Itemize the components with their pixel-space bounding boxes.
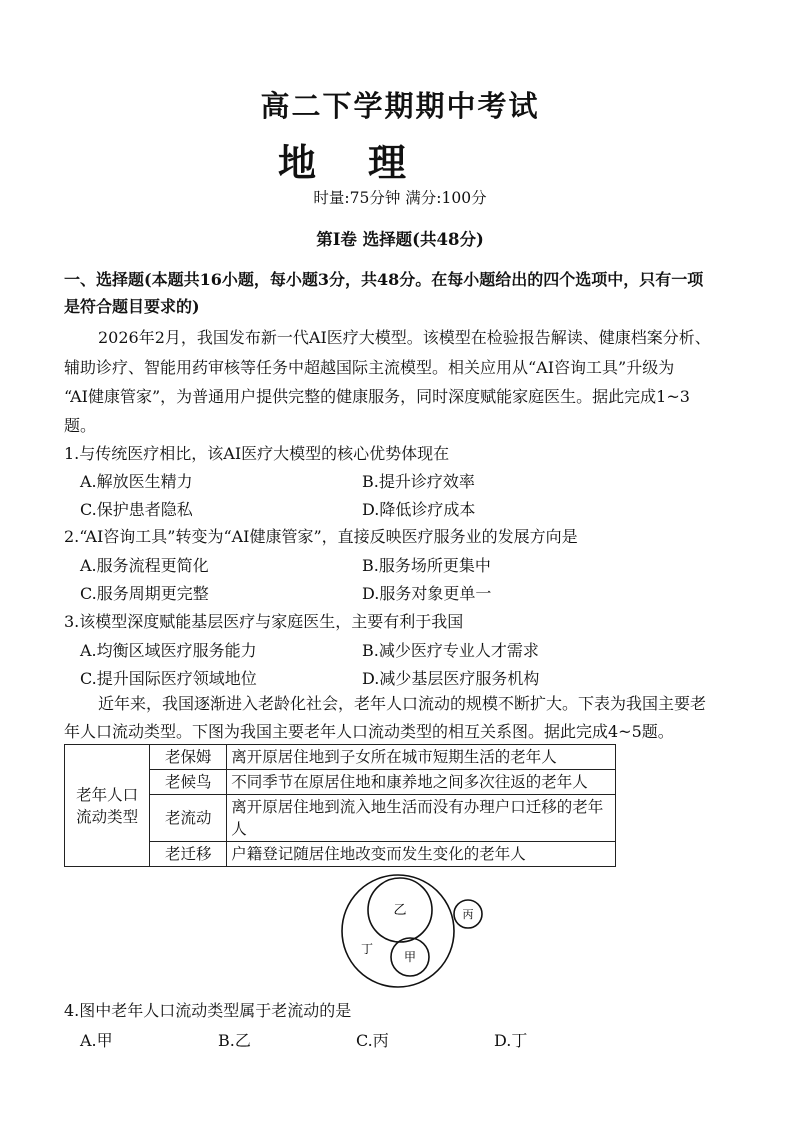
question-3-option-c[interactable]: C.提升国际医疗领域地位 [80, 669, 257, 688]
question-3-option-a[interactable]: A.均衡区域医疗服务能力 [80, 641, 257, 660]
passage2-line: 近年来，我国逐渐进入老龄化社会，老年人口流动的规模不断扩大。下表为我国主要老 [98, 694, 707, 713]
table-desc-cell: 户籍登记随居住地改变而发生变化的老年人 [227, 842, 616, 867]
passage2-line: 年人口流动类型。下图为我国主要老年人口流动类型的相互关系图。据此完成4~5题。 [64, 722, 674, 741]
table-type-cell: 老候鸟 [150, 770, 227, 795]
exam-meta: 时量:75分钟 满分:100分 [313, 189, 487, 207]
circle-ding [342, 875, 454, 987]
question-1-stem: 1.与传统医疗相比，该AI医疗大模型的核心优势体现在 [64, 444, 450, 463]
label-ding: 丁 [360, 942, 374, 956]
table-desc-cell: 离开原居住地到子女所在城市短期生活的老年人 [227, 745, 616, 770]
table-category-line: 老年人口 [76, 785, 139, 804]
question-4-stem: 4.图中老年人口流动类型属于老流动的是 [64, 1001, 352, 1020]
question-1-option-a[interactable]: A.解放医生精力 [80, 472, 193, 491]
table-desc-cell: 不同季节在原居住地和康养地之间多次往返的老年人 [227, 770, 616, 795]
passage1-line: “AI健康管家”，为普通用户提供完整的健康服务，同时深度赋能家庭医生。据此完成1~3 [64, 387, 690, 406]
subject-title: 地理 [278, 140, 459, 185]
question-2-option-c[interactable]: C.服务周期更完整 [80, 584, 209, 603]
migration-types-table [64, 744, 616, 867]
table-type-cell: 老迁移 [150, 842, 227, 867]
migration-relationship-diagram [335, 866, 495, 994]
question-4-option-c[interactable]: C.丙 [356, 1031, 389, 1050]
question-1-option-c[interactable]: C.保护患者隐私 [80, 500, 193, 519]
question-2-option-a[interactable]: A.服务流程更简化 [80, 556, 209, 575]
question-2-option-d[interactable]: D.服务对象更单一 [362, 584, 492, 603]
table-category-line: 流动类型 [76, 807, 139, 826]
instructions-line-2: 是符合题目要求的) [64, 297, 200, 316]
question-4-option-b[interactable]: B.乙 [218, 1031, 251, 1050]
passage1-line: 题。 [64, 416, 97, 435]
question-1-option-d[interactable]: D.降低诊疗成本 [362, 500, 476, 519]
instructions-line-1: 一、选择题(本题共16小题，每小题3分，共48分。在每小题给出的四个选项中，只有一项 [64, 270, 704, 289]
question-4-option-d[interactable]: D.丁 [494, 1031, 528, 1050]
question-4-option-a[interactable]: A.甲 [80, 1031, 113, 1050]
question-3-stem: 3.该模型深度赋能基层医疗与家庭医生，主要有利于我国 [64, 612, 464, 631]
table-type-cell: 老流动 [150, 795, 227, 842]
label-yi: 乙 [393, 903, 407, 918]
question-3-option-d[interactable]: D.减少基层医疗服务机构 [362, 669, 540, 688]
question-2-stem: 2.“AI咨询工具”转变为“AI健康管家”，直接反映医疗服务业的发展方向是 [64, 527, 578, 546]
question-3-option-b[interactable]: B.减少医疗专业人才需求 [362, 641, 539, 660]
table-type-cell: 老保姆 [150, 745, 227, 770]
exam-title: 高二下学期期中考试 [260, 89, 540, 123]
passage1-line: 2026年2月，我国发布新一代AI医疗大模型。该模型在检验报告解读、健康档案分析、 [98, 328, 711, 347]
label-bing: 丙 [462, 908, 474, 921]
question-1-option-b[interactable]: B.提升诊疗效率 [362, 472, 475, 491]
table-category-cell [65, 745, 150, 867]
question-2-option-b[interactable]: B.服务场所更集中 [362, 556, 491, 575]
passage1-line: 辅助诊疗、智能用药审核等任务中超越国际主流模型。相关应用从“AI咨询工具”升级为 [64, 358, 675, 377]
table-desc-cell: 离开原居住地到流入地生活而没有办理户口迁移的老年人 [227, 795, 616, 842]
table-row [65, 745, 616, 770]
section-heading: 第Ⅰ卷 选择题(共48分) [316, 230, 484, 249]
label-jia: 甲 [403, 950, 417, 964]
